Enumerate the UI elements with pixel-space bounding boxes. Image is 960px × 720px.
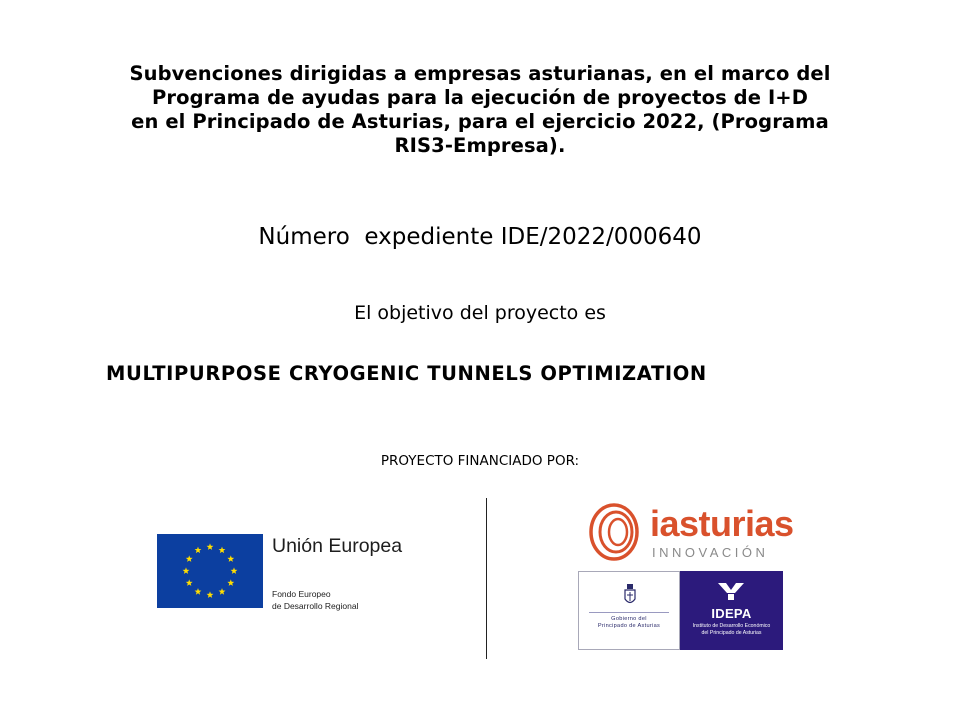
coat-of-arms-icon: [624, 584, 636, 606]
eu-star-icon: [219, 547, 226, 554]
eu-star-icon: [207, 543, 214, 550]
eu-star-icon: [231, 567, 238, 574]
idepa-sub-line: Instituto de Desarrollo Económico: [692, 623, 771, 629]
eu-star-icon: [183, 567, 190, 574]
idepa-logo-name: IDEPA: [711, 606, 752, 621]
idepa-logo-subtitle: [680, 623, 783, 637]
eu-sub-line: Fondo Europeo: [272, 589, 331, 599]
gobierno-asturias-logo: [578, 571, 680, 650]
heading-line: en el Principado de Asturias, para el ejercicio 2022, (Programa: [131, 110, 829, 133]
gobierno-line: Principado de Asturias: [597, 623, 661, 629]
eu-logo-subtitle: [272, 588, 358, 612]
iasturias-logo-tagline: INNOVACIÓN: [652, 545, 769, 560]
gobierno-logo-text: [579, 616, 679, 630]
eu-sub-line: de Desarrollo Regional: [272, 601, 359, 611]
idepa-symbol-icon: [716, 581, 746, 601]
eu-star-icon: [219, 588, 226, 595]
heading-line: Programa de ayudas para la ejecución de proyectos de I+D: [151, 86, 809, 109]
idepa-sub-line: del Principado de Asturias: [701, 630, 762, 636]
eu-star-icon: [227, 579, 234, 586]
eu-star-icon: [195, 588, 202, 595]
objective-label: El objetivo del proyecto es: [354, 302, 606, 324]
eu-flag-icon: [157, 534, 263, 608]
logo-divider: [486, 498, 487, 659]
expediente-number: Número expediente IDE/2022/000640: [258, 224, 702, 250]
eu-star-icon: [207, 591, 214, 598]
idepa-logo: [680, 571, 783, 650]
eu-star-icon: [186, 579, 193, 586]
eu-logo-name: Unión Europea: [272, 535, 403, 557]
heading-line: Subvenciones dirigidas a empresas asturianas, en el marco del: [129, 62, 831, 85]
heading-line: RIS3-Empresa).: [394, 134, 566, 157]
funded-by-label: PROYECTO FINANCIADO POR:: [380, 453, 580, 469]
iasturias-logo-name: iasturias: [650, 503, 794, 544]
iasturias-logo-icon: [588, 500, 648, 564]
heading: [40, 62, 920, 158]
eu-star-icon: [227, 555, 234, 562]
gobierno-line: Gobierno del: [611, 616, 647, 622]
project-title: MULTIPURPOSE CRYOGENIC TUNNELS OPTIMIZATION: [106, 362, 707, 385]
divider: [589, 612, 669, 613]
eu-star-icon: [195, 547, 202, 554]
eu-star-icon: [186, 555, 193, 562]
